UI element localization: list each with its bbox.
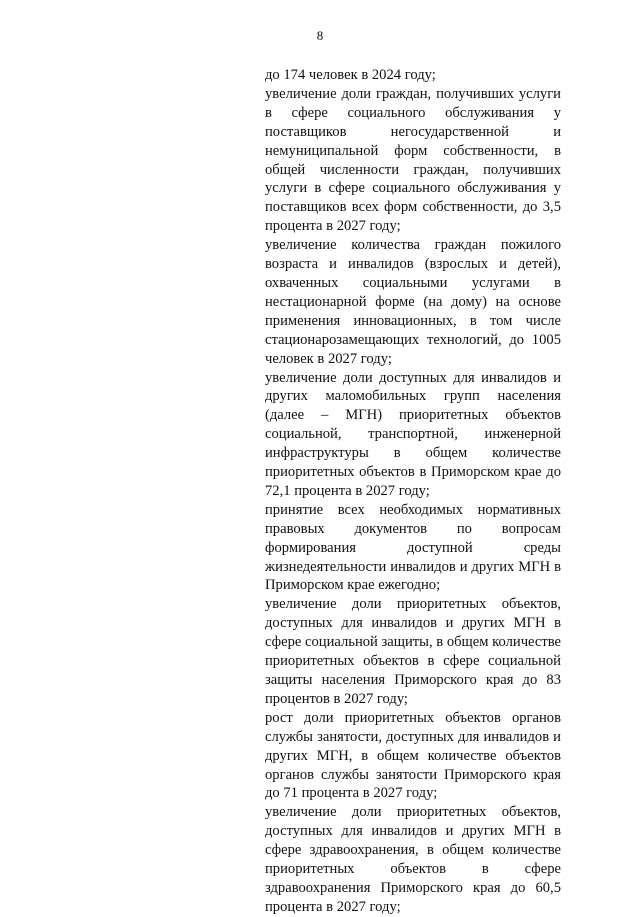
paragraph-1: до 174 человек в 2024 году;: [265, 67, 436, 83]
paragraph-8: увеличение доли приоритетных объектов, доступных для инвалидов и других МГН в сфере здравоохранения, в общем количестве приоритетных объектов в сфере здравоохранения Приморского края до 60,5 процента в 2027 году;: [265, 804, 561, 915]
paragraph-2: увеличение доли граждан, получивших услуги в сфере социального обслуживания у поставщиков негосударственной и немуниципальной форм собственности, в общей численности граждан, получивших услуги в сфере социального обслуживания у поставщиков всех форм собственности, до 3,5 процента в 2027 году;: [265, 85, 561, 235]
paragraph-4: увеличение доли доступных для инвалидов и других маломобильных групп населения (далее – МГН) приоритетных объектов социальной, транспортной, инженерной инфраструктуры в общем количестве приоритетных объектов в Приморском крае до 72,1 процента в 2027 году;: [265, 369, 561, 499]
paragraph-5: принятие всех необходимых нормативных правовых документов по вопросам формирования доступной среды жизнедеятельности инвалидов и других МГН в Приморском крае ежегодно;: [265, 501, 561, 594]
page-number: 8: [316, 28, 324, 43]
paragraph-3: увеличение количества граждан пожилого возраста и инвалидов (взрослых и детей), охваченных социальными услугами в нестационарной форме (на дому) на основе применения инновационных, в том числе стационарозамещающих технологий, до 1005 человек в 2027 году;: [265, 237, 561, 367]
text-column: [265, 66, 561, 917]
paragraph-6: увеличение доли приоритетных объектов, доступных для инвалидов и других МГН в сфере социальной защиты, в общем количестве приоритетных объектов в сфере социальной защиты населения Приморского края до 83 процентов в 2027 году;: [265, 596, 562, 707]
paragraph-7: рост доли приоритетных объектов органов службы занятости, доступных для инвалидов и других МГН, в общем количестве объектов органов службы занятости Приморского края до 71 процента в 2027 году;: [265, 709, 561, 802]
